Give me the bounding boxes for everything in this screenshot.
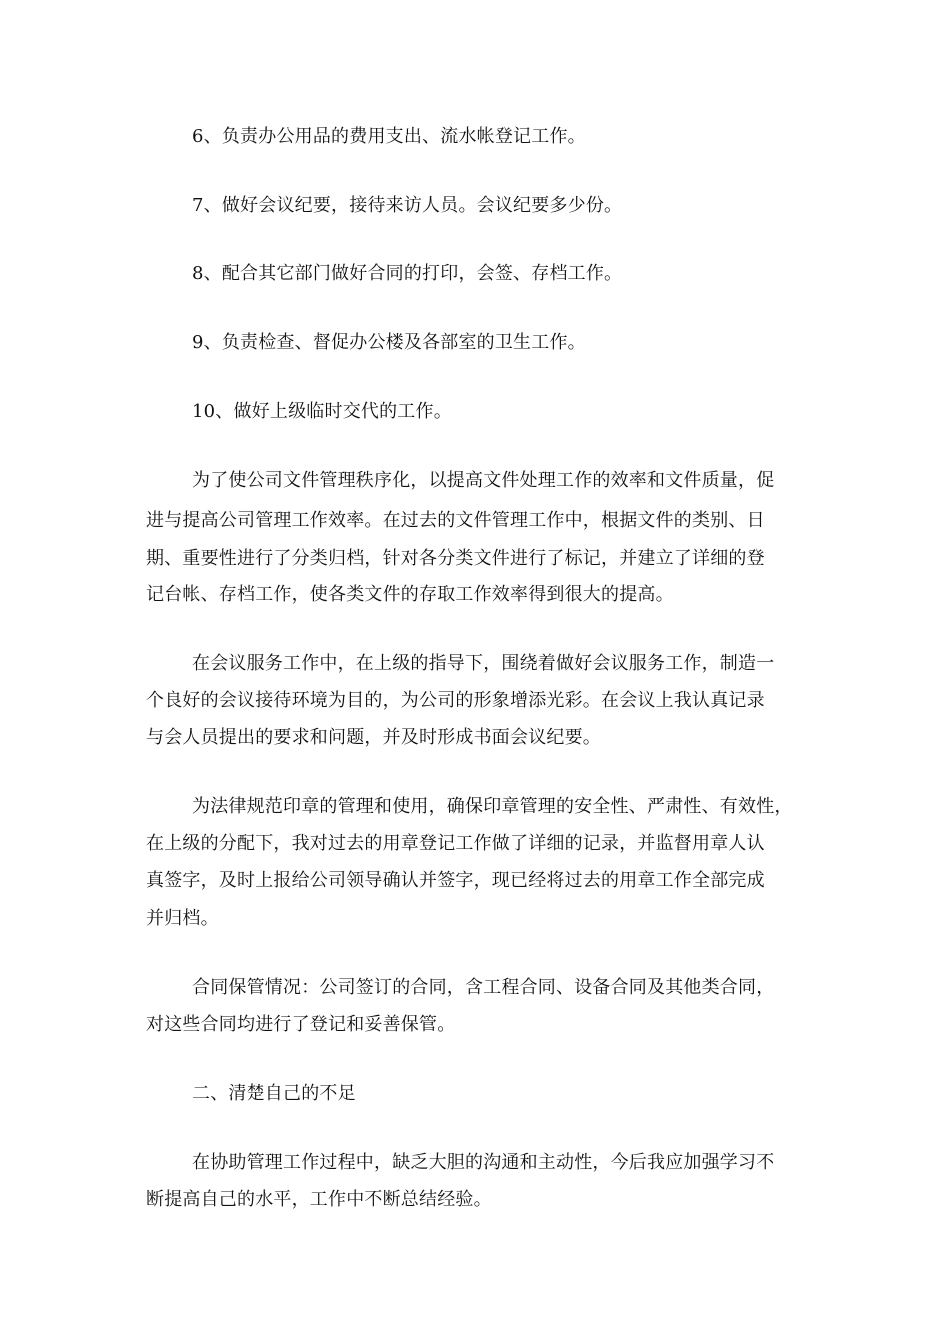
paragraph-line: 为法律规范印章的管理和使用，确保印章管理的安全性、严肃性、有效性，: [192, 796, 793, 817]
list-item: 8、配合其它部门做好合同的打印，会签、存档工作。: [192, 263, 623, 284]
list-item: 9、负责检查、督促办公楼及各部室的卫生工作。: [192, 332, 586, 353]
section-heading: 二、清楚自己的不足: [192, 1083, 356, 1104]
paragraph-line: 进与提高公司管理工作效率。在过去的文件管理工作中，根据文件的类别、日: [146, 510, 765, 531]
paragraph-line: 合同保管情况：公司签订的合同，含工程合同、设备合同及其他类合同，: [192, 977, 775, 998]
paragraph-line: 与会人员提出的要求和问题，并及时形成书面会议纪要。: [146, 727, 601, 748]
list-item: 7、做好会议纪要，接待来访人员。会议纪要多少份。: [192, 195, 623, 216]
paragraph-line: 在协助管理工作过程中，缺乏大胆的沟通和主动性，今后我应加强学习不: [192, 1152, 775, 1173]
paragraph-line: 为了使公司文件管理秩序化，以提高文件处理工作的效率和文件质量，促: [192, 470, 775, 491]
list-item: 6、负责办公用品的费用支出、流水帐登记工作。: [192, 126, 586, 147]
paragraph-line: 在上级的分配下，我对过去的用章登记工作做了详细的记录，并监督用章人认: [146, 833, 765, 854]
paragraph-line: 对这些合同均进行了登记和妥善保管。: [146, 1014, 456, 1035]
paragraph-line: 并归档。: [146, 908, 219, 929]
paragraph-line: 真签字，及时上报给公司领导确认并签字，现已经将过去的用章工作全部完成: [146, 870, 765, 891]
paragraph-line: 在会议服务工作中，在上级的指导下，围绕着做好会议服务工作，制造一: [192, 653, 775, 674]
paragraph-line: 期、重要性进行了分类归档，针对各分类文件进行了标记，并建立了详细的登: [146, 548, 765, 569]
paragraph-line: 个良好的会议接待环境为目的，为公司的形象增添光彩。在会议上我认真记录: [146, 690, 765, 711]
paragraph-line: 断提高自己的水平，工作中不断总结经验。: [146, 1189, 492, 1210]
paragraph-line: 记台帐、存档工作，使各类文件的存取工作效率得到很大的提高。: [146, 584, 674, 605]
list-item: 10、做好上级临时交代的工作。: [192, 401, 452, 422]
